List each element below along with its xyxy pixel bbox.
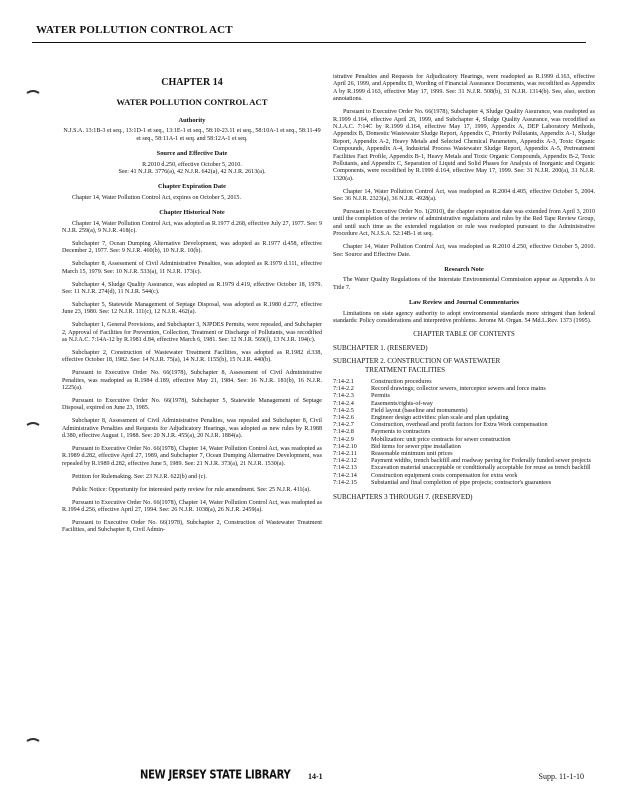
history-paragraph: Subchapter 4, Sludge Quality Assurance, was adopted as R.1979 d.419, effective October 18, 1979. See: 11 N.J.R. 274(d), 11 N.J.R. 544(c).: [62, 281, 322, 295]
history-paragraph: Pursuant to Executive Order No. 66(1978), Chapter 14, Water Pollution Control Act, was readopted as R.1989 d.282, effective April 27, 1989, and Subchapter 7, Ocean Dumping Alternative Development, was repealed by R.1989 d.282, effective June 5, 1989. See: 21 N.J.R. 373(a), 21 N.J.R. 1530(a).: [62, 446, 322, 467]
history-paragraph: Pursuant to Executive Order No. 1(2010), the chapter expiration date was extended from April 3, 2010 until the completion of the review of administrative regulations and rules by the Red Tape Review Group, and until such time as the extended regulation or rule was readopted pursuant to the Administrative Procedure Act, N.J.S.A. 52:14B-1 et seq.: [333, 209, 595, 238]
authority-text: N.J.S.A. 13:1B-3 et seq., 13:1D-1 et seq., 13:1E-1 et seq., 58:10-23.11 et seq., 58:10A-1 et seq., 58:11-49 et seq., 58:11A-1 et seq. and 58:12A-1 et seq.: [63, 128, 321, 142]
toc-section-number: 7:14-2.13: [333, 464, 357, 472]
toc-entry: [333, 378, 595, 385]
source-text: R.2010 d.250, effective October 5, 2010. See: 41 N.J.R. 3776(a), 42 N.J.R. 642(a), 42 N.J.R. 2613(a).: [118, 161, 266, 176]
toc-entry: [333, 428, 595, 435]
toc-section-number: 7:14-2.11: [333, 450, 357, 458]
expiration-heading: Chapter Expiration Date: [157, 183, 227, 191]
binder-hole-mark: [26, 736, 40, 744]
history-paragraph: Chapter 14, Water Pollution Control Act, was readopted as R.2010 d.250, effective October 5, 2010. See: Source and Effective Date.: [333, 244, 595, 258]
running-header: WATER POLLUTION CONTROL ACT: [36, 24, 233, 36]
toc-list: [333, 378, 595, 486]
source-heading: Source and Effective Date: [156, 150, 228, 158]
right-column: [333, 74, 595, 505]
toc-section-number: 7:14-2.4: [333, 399, 354, 407]
subchapter-1-title: SUBCHAPTER 1. (RESERVED): [333, 343, 428, 352]
toc-section-number: 7:14-2.1: [333, 378, 354, 385]
history-paragraph: Subchapter 7, Ocean Dumping Alternative Development, was adopted as R.1977 d.458, effective December 2, 1977. See: 9 N.J.R. 460(b), 10 N.J.R. 10(b).: [62, 240, 322, 255]
history-paragraph: Pursuant to Executive Order No. 66(1978), Chapter 14, Water Pollution Control Act, was readopted as R.1994 d.256, effective April 27, 1994. See: 26 N.J.R. 1038(a), 26 N.J.R. 2459(a).: [62, 499, 322, 513]
subchapter-3-7-title: SUBCHAPTERS 3 THROUGH 7. (RESERVED): [333, 493, 473, 502]
research-note-heading: Research Note: [444, 265, 484, 273]
toc-entry: [333, 392, 595, 399]
toc-section-title: Field layout (baseline and monuments): [371, 406, 468, 414]
history-paragraph: Petition for Rulemaking. See: 23 N.J.R. 622(b) and (c).: [72, 473, 207, 480]
history-paragraph: Subchapter 2, Construction of Wastewater Treatment Facilities, was adopted as R.1982 d.338, effective October 18, 1982. See: 14 N.J.R. 75(a), 14 N.J.R. 1155(b), 15 N.J.R. 440(b).: [62, 349, 322, 364]
toc-entry: [333, 479, 595, 486]
library-stamp: NEW JERSEY STATE LIBRARY: [140, 768, 291, 783]
toc-section-number: 7:14-2.3: [333, 392, 354, 400]
toc-section-number: 7:14-2.14: [333, 471, 357, 479]
toc-section-number: 7:14-2.9: [333, 435, 354, 443]
toc-entry: [333, 414, 595, 421]
law-review-heading: Law Review and Journal Commentaries: [408, 299, 520, 307]
toc-section-number: 7:14-2.2: [333, 385, 354, 393]
toc-entry: [333, 464, 595, 471]
authority-heading: Authority: [178, 117, 206, 124]
toc-entry: [333, 450, 595, 457]
toc-section-title: Payments to contractors: [371, 428, 431, 436]
law-review-text: Limitations on state agency authority to adopt environmental standards more stringent than federal standards: Policy considerations and interpretive problems. Jerome M. Organ. 54 Md.L.Rev. 1373 (1995).: [333, 310, 595, 324]
toc-section-title: Record drawings; collector sewers, interceptor sewers and force mains: [371, 385, 546, 393]
binder-hole-mark: [26, 420, 40, 428]
history-heading: Chapter Historical Note: [159, 209, 225, 217]
history-paragraph: Chapter 14, Water Pollution Control Act, was adopted as R.1977 d.268, effective July 27, 1977. See: 9 N.J.R. 259(a), 9 N.J.R. 418(c).: [62, 220, 322, 235]
chapter-number: CHAPTER 14: [161, 77, 223, 88]
subchapter-2-title: [333, 357, 595, 374]
toc-section-title: Permits: [371, 392, 390, 400]
toc-section-number: 7:14-2.10: [333, 442, 357, 450]
toc-section-title: Easements/rights-of-way: [371, 399, 433, 407]
history-paragraph: Pursuant to Executive Order No. 66(1978), Subchapter 2, Construction of Wastewater Treatment Facilities, and Subchapter 8, Civil Admin-: [62, 519, 322, 534]
toc-section-number: 7:14-2.12: [333, 457, 357, 465]
subchapter-2-line-2: TREATMENT FACILITIES: [365, 365, 446, 374]
subchapter-2-line-1: SUBCHAPTER 2. CONSTRUCTION OF WASTEWATER: [333, 357, 501, 366]
toc-section-title: Construction equipment costs compensation for extra work: [371, 471, 518, 479]
page-number: 14-1: [308, 772, 323, 781]
toc-section-title: Reasonable minimum unit prices: [371, 450, 453, 458]
toc-section-title: Excavation material unacceptable or conditionally acceptable for reuse as trench backfill: [371, 464, 591, 472]
history-paragraph: Chapter 14, Water Pollution Control Act, was readopted as R.2004 d.405, effective October 5, 2004. See: 36 N.J.R. 2323(a), 36 N.J.R. 4928(a).: [333, 188, 595, 203]
history-paragraph: Pursuant to Executive Order No. 66(1978), Subchapter 8, Assessment of Civil Administrative Penalties, was readopted as R.1984 d.189, effective May 21, 1984. See: 16 N.J.R. 181(b), 16 N.J.R. 1225(a).: [62, 370, 322, 392]
chapter-title: WATER POLLUTION CONTROL ACT: [116, 97, 268, 107]
toc-section-number: 7:14-2.15: [333, 478, 357, 486]
toc-section-title: Construction procedures: [371, 378, 432, 385]
toc-section-number: 7:14-2.6: [333, 414, 354, 422]
toc-section-number: 7:14-2.8: [333, 428, 354, 436]
history-paragraph: Subchapter 5, Statewide Management of Septage Disposal, was adopted as R.1980 d.277, effective June 23, 1980. See: 12 N.J.R. 111(c), 12 N.J.R. 462(a).: [62, 301, 322, 316]
toc-heading: CHAPTER TABLE OF CONTENTS: [413, 331, 515, 339]
toc-entry: [333, 472, 595, 479]
toc-section-number: 7:14-2.5: [333, 406, 354, 414]
toc-section-title: Construction, overhead and profit factors for Extra Work compensation: [371, 421, 548, 429]
toc-entry: [333, 421, 595, 428]
history-paragraph: istrative Penalties and Requests for Adjudicatory Hearings, were readopted as R.1999 d.163, effective April 26, 1999, and Appendix D, Wording of Financial Assurance Documents, was recodified as Appendix A by R.1999 d.163, effective May 17, 1999. See: 31 N.J.R. 508(b), 31 N.J.R. 1314(b). See, also, section annotations.: [333, 74, 595, 103]
toc-section-title: Mobilization: unit price contracts for sewer construction: [371, 435, 511, 443]
history-paragraph: Pursuant to Executive Order No. 66(1978), Subchapter 4, Sludge Quality Assurance, was readopted as R.1999 d.164, effective April 26, 1999, and Subchapter 4, Sludge Quality Assurance, was recodified as N.J.A.C. 7:14C by R.1999 d.164, effective May 17, 1999, Appendix A, DEP Laboratory Methods, Appendix B, Domestic Wastewater Sludge Report, Appendix C, Priority Pollutants, Appendix A-1, Sludge Report, Appendix A-2, Heavy Metals and Selected Chemical Parameters, Appendix A-3, Toxic Organic Compounds, Appendix A-4, Industrial Process Wastewater Sludge Report, Appendix A-5, Pretreatment Facilities Fact Profile, Appendix B-1, Heavy Metals and Toxic Organic Compounds, Appendix B-2, Toxic Pollutants, and Appendix C, Separation of Liquid and Solid Phases for Analysis of Inorganic and Organic Components, were recodified by R.1999 d.164, effective May 17, 1999. See: 31 N.J.R. 200(a), 31 N.J.R. 1320(a).: [333, 109, 595, 182]
toc-entry: [333, 443, 595, 450]
history-paragraph: Subchapter 8, Assessment of Civil Administrative Penalties, was repealed and Subchapter 8, Civil Administrative Penalties and Requests for Adjudicatory Hearings, was adopted as new rules by R.1988 d.380, effective August 1, 1988. See: 20 N.J.R. 455(a), 20 N.J.R. 1884(a).: [62, 418, 322, 440]
history-paragraph: Subchapter 8, Assessment of Civil Administrative Penalties, was adopted as R.1979 d.111, effective March 15, 1979. See: 10 N.J.R. 533(a), 11 N.J.R. 173(c).: [62, 261, 322, 275]
toc-entry: [333, 400, 595, 407]
research-note-text: The Water Quality Regulations of the Interstate Environmental Commission appear as Appendix A to Title 7.: [333, 277, 595, 291]
left-column: [62, 74, 322, 540]
expiration-text: Chapter 14, Water Pollution Control Act, expires on October 5, 2015.: [72, 194, 241, 201]
toc-section-number: 7:14-2.7: [333, 421, 354, 429]
history-paragraph: Subchapter 1, General Provisions, and Subchapter 3, NJPDES Permits, were repealed, and Subchapter 2, Approval of Facilities for Prevention, Collection, Treatment or Discharge of Pollutants, was recodified as N.J.A.C. 7:14A-12 by R.1981 d.84, effective March 6, 1981. See: 12 N.J.R. 569(f), 13 N.J.R. 194(c).: [62, 322, 322, 344]
supplement-date: Supp. 11-1-10: [538, 772, 584, 781]
header-rule: [32, 42, 586, 43]
toc-entry: [333, 407, 595, 414]
toc-section-title: Engineer design activities: plan scale and plan updating: [371, 414, 509, 422]
binder-hole-mark: [26, 88, 40, 96]
toc-section-title: Bid items for sewer pipe installation: [371, 442, 461, 450]
toc-section-title: Substantial and final completion of pipe projects; contractor's guarantees: [371, 478, 552, 486]
history-paragraph: Public Notice: Opportunity for interested party review for rule amendment. See: 25 N.J.R. 411(a).: [72, 486, 311, 493]
toc-section-title: Payment widths, trench backfill and roadway paving for Federally funded sewer projects: [371, 457, 591, 465]
toc-entry: [333, 436, 595, 443]
toc-entry: [333, 457, 595, 464]
history-paragraph: Pursuant to Executive Order No. 66(1978), Subchapter 5, Statewide Management of Septage Disposal, expired on June 23, 1985.: [62, 397, 322, 412]
toc-entry: [333, 385, 595, 392]
